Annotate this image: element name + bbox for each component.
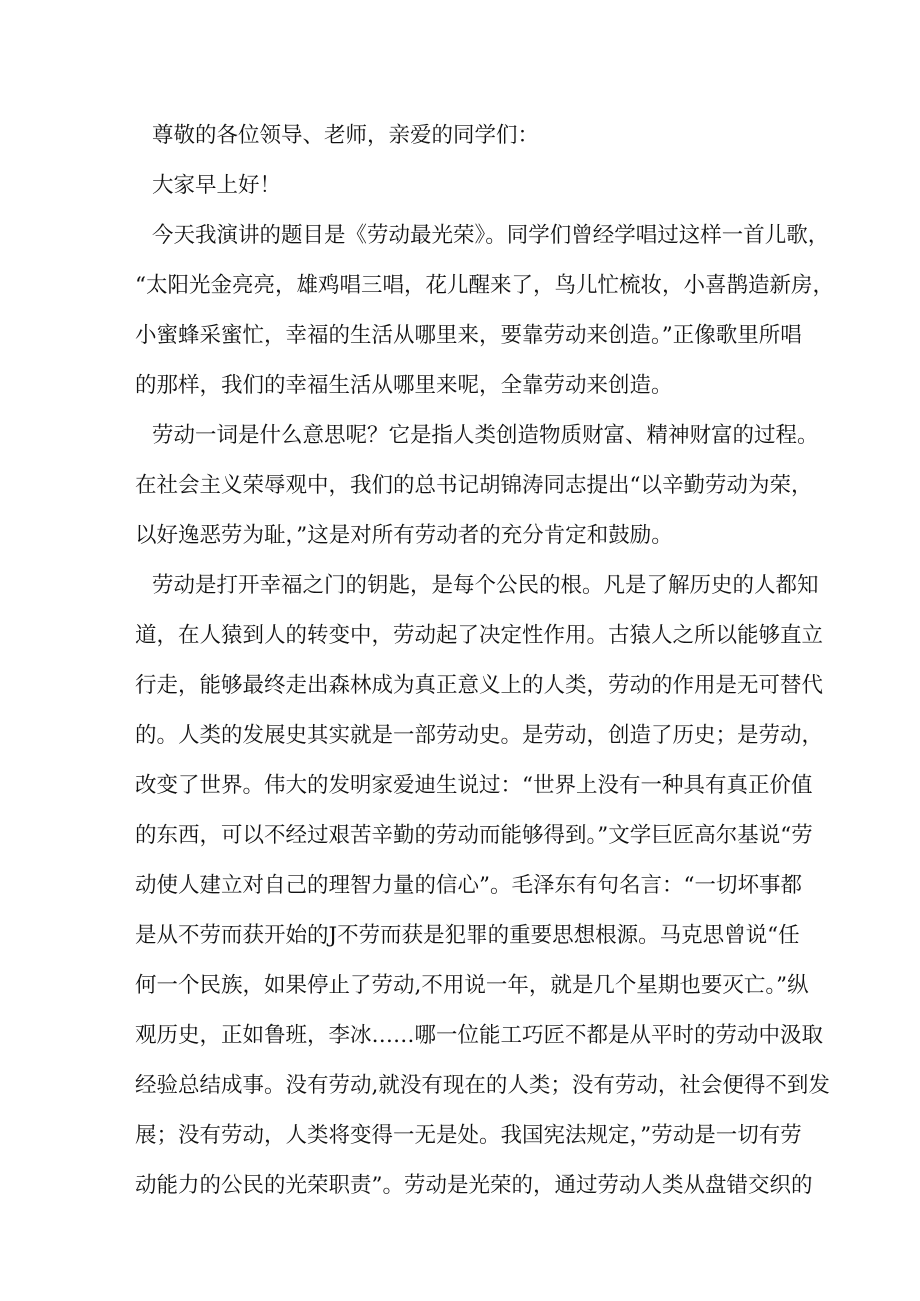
paragraph-3-line-6: 的东西，可以不经过艰苦辛勤的劳动而能够得到。”文学巨匠高尔基说“劳 xyxy=(135,823,813,848)
paragraph-3-line-3: 行走，能够最终走出森林成为真正意义上的人类，劳动的作用是无可替代 xyxy=(135,673,824,698)
paragraph-3-line-1: 劳动是打开幸福之门的钥匙，是每个公民的根。凡是了解历史的人都知 xyxy=(152,573,819,598)
greeting-line: 大家早上好！ xyxy=(152,173,282,198)
salutation-line: 尊敬的各位领导、老师，亲爱的同学们： xyxy=(152,123,540,148)
paragraph-3-line-11: 经验总结成事。没有劳动,就没有现在的人类；没有劳动，社会便得不到发 xyxy=(135,1073,830,1098)
paragraph-3-line-4: 的。人类的发展史其实就是一部劳动史。是劳动，创造了历史；是劳动， xyxy=(135,723,824,748)
paragraph-3-line-7: 动使人建立对自己的理智力量的信心”。毛泽东有句名言：“一切坏事都 xyxy=(135,873,802,898)
paragraph-1-line-2: “太阳光金亮亮，雄鸡唱三唱，花儿醒来了，鸟儿忙梳妆，小喜鹊造新房， xyxy=(135,273,834,298)
paragraph-3-line-10: 观历史，正如鲁班，李冰……哪一位能工巧匠不都是从平时的劳动中汲取 xyxy=(135,1023,824,1048)
paragraph-2-line-3: 以好逸恶劳为耻，”这是对所有劳动者的充分肯定和鼓励。 xyxy=(135,523,673,548)
paragraph-2-line-1: 劳动一词是什么意思呢？它是指人类创造物质财富、精神财富的过程。 xyxy=(152,423,819,448)
paragraph-3-line-5: 改变了世界。伟大的发明家爱迪生说过：“世界上没有一种具有真正价值 xyxy=(135,773,813,798)
paragraph-3-line-8: 是从不劳而获开始的J不劳而获是犯罪的重要思想根源。马克思曾说“任 xyxy=(135,923,800,948)
paragraph-3-line-13: 动能力的公民的光荣职责”。劳动是光荣的，通过劳动人类从盘错交织的 xyxy=(135,1173,813,1198)
paragraph-2-line-2: 在社会主义荣辱观中，我们的总书记胡锦涛同志提出“以辛勤劳动为荣， xyxy=(135,473,813,498)
paragraph-3-line-12: 展；没有劳动，人类将变得一无是处。我国宪法规定，”劳动是一切有劳 xyxy=(135,1123,802,1148)
paragraph-1-line-4: 的那样，我们的幸福生活从哪里来呢，全靠劳动来创造。 xyxy=(135,373,673,398)
paragraph-3-line-9: 何一个民族，如果停止了劳动,不用说一年，就是几个星期也要灭亡。”纵 xyxy=(135,973,809,998)
paragraph-1-line-3: 小蜜蜂采蜜忙，幸福的生活从哪里来，要靠劳动来创造。”正像歌里所唱 xyxy=(135,323,802,348)
paragraph-1-line-1: 今天我演讲的题目是《劳动最光荣》。同学们曾经学唱过这样一首儿歌， xyxy=(152,223,830,248)
paragraph-3-line-2: 道，在人猿到人的转变中，劳动起了决定性作用。古猿人之所以能够直立 xyxy=(135,623,824,648)
